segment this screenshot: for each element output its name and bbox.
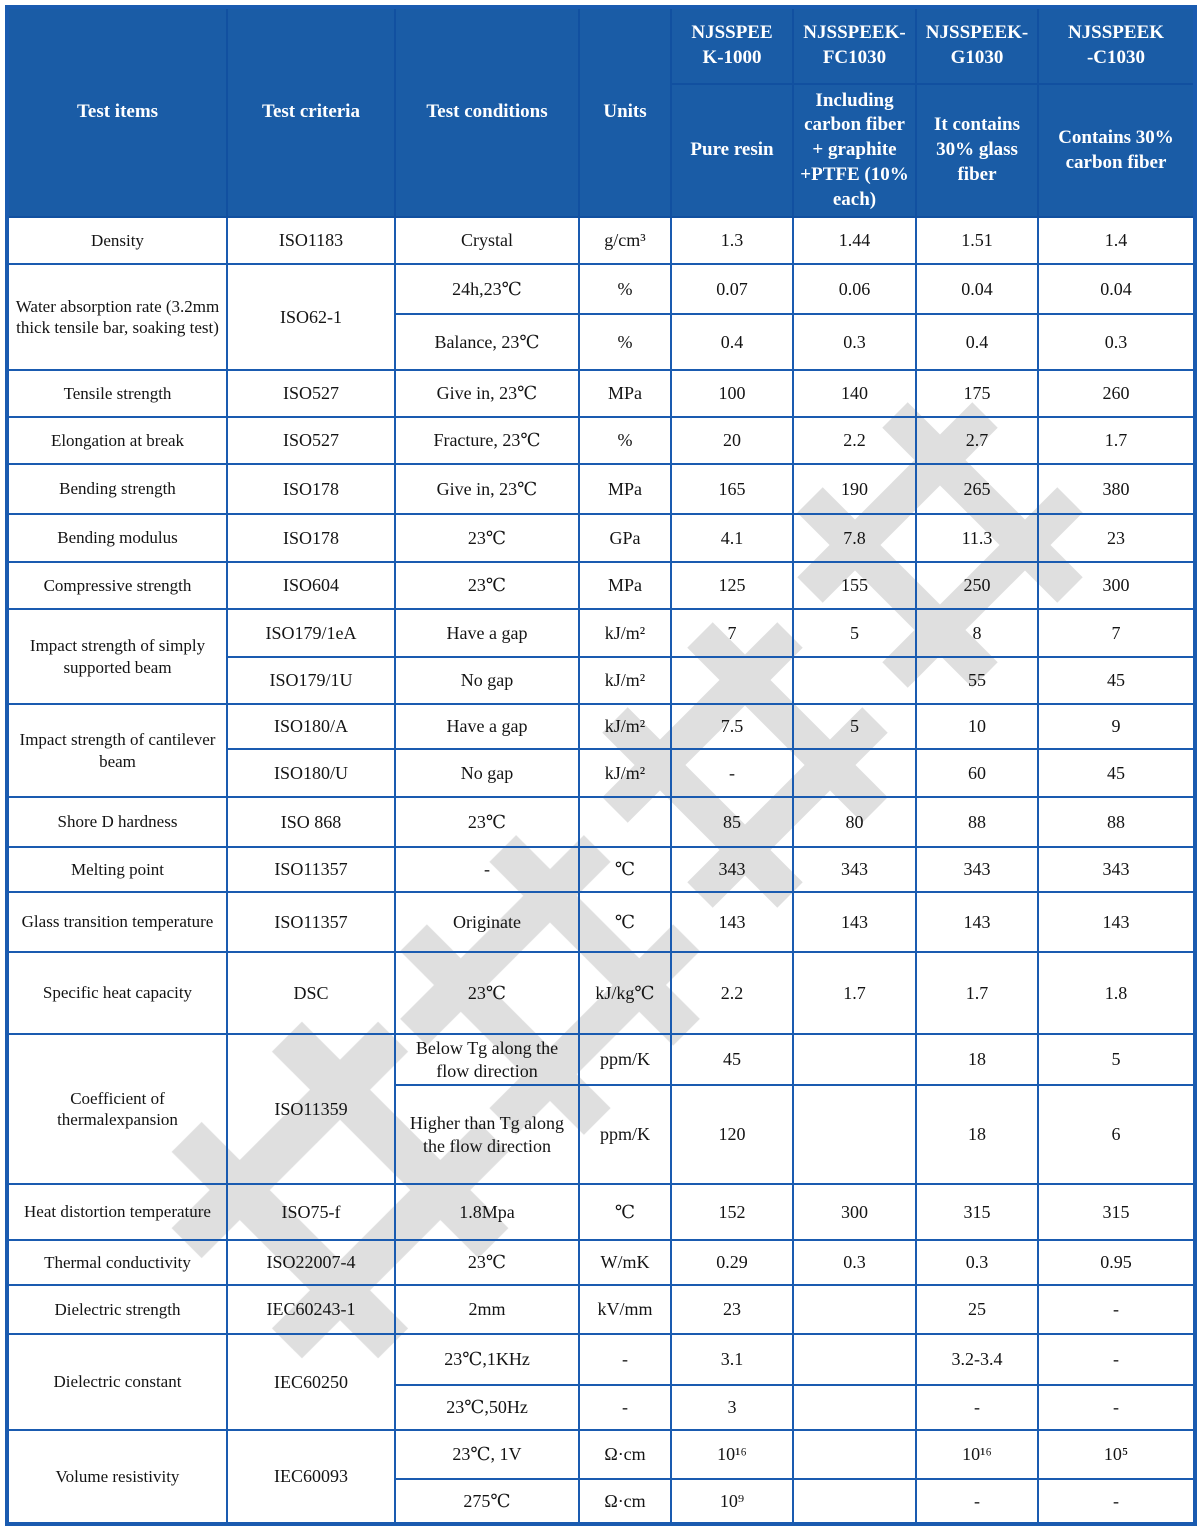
row-unit: kJ/m² — [579, 657, 671, 704]
cell-value: 190 — [793, 464, 916, 514]
cell-value: 0.07 — [671, 264, 793, 314]
cell-value: 3.2-3.4 — [916, 1334, 1038, 1385]
cell-value — [793, 749, 916, 797]
cell-value: 0.4 — [916, 314, 1038, 370]
row-item: Tensile strength — [7, 370, 227, 417]
row-unit: - — [579, 1334, 671, 1385]
cell-value: - — [671, 749, 793, 797]
cell-value: 23 — [1038, 514, 1195, 562]
row-criteria: ISO75-f — [227, 1184, 395, 1240]
cell-value: 7 — [671, 609, 793, 657]
row-item: Shore D hardness — [7, 797, 227, 847]
row-criteria: ISO178 — [227, 464, 395, 514]
cell-value: 143 — [1038, 892, 1195, 952]
cell-value — [793, 1430, 916, 1479]
cell-value: 7.8 — [793, 514, 916, 562]
row-item: Bending modulus — [7, 514, 227, 562]
row-condition: Give in, 23℃ — [395, 370, 579, 417]
product-name-line: G1030 — [950, 47, 1004, 68]
product-name-line: K-1000 — [702, 47, 762, 68]
row-criteria: ISO62-1 — [227, 264, 395, 370]
table-row — [7, 892, 1195, 952]
row-unit: g/cm³ — [579, 217, 671, 264]
row-unit: kJ/kg℃ — [579, 952, 671, 1034]
row-item: Water absorption rate (3.2mm thick tensile bar, soaking test) — [7, 264, 227, 370]
row-criteria: ISO11359 — [227, 1034, 395, 1184]
row-condition: - — [395, 847, 579, 892]
row-criteria: IEC60250 — [227, 1334, 395, 1430]
row-unit: kJ/m² — [579, 749, 671, 797]
col-header-product-c1030 — [1038, 7, 1195, 84]
header-row-products — [7, 7, 1195, 84]
row-item: Density — [7, 217, 227, 264]
cell-value — [793, 1479, 916, 1524]
row-condition: Below Tg along the flow direction — [395, 1034, 579, 1085]
row-condition: Fracture, 23℃ — [395, 417, 579, 464]
row-criteria: ISO22007-4 — [227, 1240, 395, 1285]
cell-value — [793, 1085, 916, 1184]
row-condition: Crystal — [395, 217, 579, 264]
product-name-line: -C1030 — [1086, 47, 1146, 68]
cell-value: 120 — [671, 1085, 793, 1184]
spec-table — [5, 5, 1197, 1526]
cell-value: - — [1038, 1334, 1195, 1385]
row-criteria: ISO180/U — [227, 749, 395, 797]
cell-value: 0.04 — [916, 264, 1038, 314]
row-item: Coefficient of thermalexpansion — [7, 1034, 227, 1184]
cell-value: 1.3 — [671, 217, 793, 264]
cell-value: 20 — [671, 417, 793, 464]
row-criteria: IEC60243-1 — [227, 1285, 395, 1334]
cell-value: 0.3 — [916, 1240, 1038, 1285]
cell-value: 3 — [671, 1385, 793, 1430]
cell-value: - — [916, 1385, 1038, 1430]
row-condition: 23℃,50Hz — [395, 1385, 579, 1430]
row-unit: ppm/K — [579, 1034, 671, 1085]
cell-value — [793, 1034, 916, 1085]
row-criteria: ISO179/1eA — [227, 609, 395, 657]
product-description: Including carbon fiber + graphite +PTFE (10% each) — [793, 84, 916, 217]
table-row — [7, 797, 1195, 847]
cell-value: - — [1038, 1285, 1195, 1334]
cell-value: 1.51 — [916, 217, 1038, 264]
row-condition: Have a gap — [395, 609, 579, 657]
cell-value: 5 — [1038, 1034, 1195, 1085]
col-header-test-items: Test items — [7, 7, 227, 217]
cell-value — [793, 657, 916, 704]
cell-value: 45 — [671, 1034, 793, 1085]
row-criteria: IEC60093 — [227, 1430, 395, 1524]
row-condition: 23℃ — [395, 952, 579, 1034]
row-item: Compressive strength — [7, 562, 227, 609]
table-row — [7, 1034, 1195, 1085]
cell-value: 1.4 — [1038, 217, 1195, 264]
cell-value: 143 — [671, 892, 793, 952]
cell-value: 9 — [1038, 704, 1195, 749]
cell-value: 143 — [916, 892, 1038, 952]
cell-value: 80 — [793, 797, 916, 847]
row-criteria: ISO180/A — [227, 704, 395, 749]
row-criteria: ISO 868 — [227, 797, 395, 847]
cell-value: 1.7 — [916, 952, 1038, 1034]
cell-value: 140 — [793, 370, 916, 417]
table-row — [7, 370, 1195, 417]
cell-value: 8 — [916, 609, 1038, 657]
table-row — [7, 217, 1195, 264]
row-unit: Ω·cm — [579, 1430, 671, 1479]
cell-value: 23 — [671, 1285, 793, 1334]
cell-value: 343 — [1038, 847, 1195, 892]
row-unit: MPa — [579, 562, 671, 609]
row-item: Elongation at break — [7, 417, 227, 464]
row-item: Impact strength of simply supported beam — [7, 609, 227, 704]
cell-value: 343 — [793, 847, 916, 892]
cell-value: 1.8 — [1038, 952, 1195, 1034]
cell-value: 380 — [1038, 464, 1195, 514]
product-name-line: NJSSPEE — [691, 22, 773, 44]
cell-value: 60 — [916, 749, 1038, 797]
row-unit: MPa — [579, 370, 671, 417]
row-unit: kJ/m² — [579, 609, 671, 657]
cell-value: 88 — [916, 797, 1038, 847]
cell-value: 10⁵ — [1038, 1430, 1195, 1479]
col-header-units: Units — [579, 7, 671, 217]
table-row — [7, 704, 1195, 749]
cell-value: 5 — [793, 609, 916, 657]
table-row — [7, 1240, 1195, 1285]
cell-value: 1.7 — [793, 952, 916, 1034]
cell-value: 0.3 — [793, 314, 916, 370]
cell-value: 265 — [916, 464, 1038, 514]
row-criteria: ISO11357 — [227, 847, 395, 892]
row-condition: 23℃, 1V — [395, 1430, 579, 1479]
product-name-line: FC1030 — [822, 47, 887, 68]
cell-value: 18 — [916, 1085, 1038, 1184]
cell-value: 315 — [916, 1184, 1038, 1240]
cell-value: 0.3 — [1038, 314, 1195, 370]
table-row — [7, 417, 1195, 464]
row-unit: MPa — [579, 464, 671, 514]
row-condition: 24h,23℃ — [395, 264, 579, 314]
col-header-product-k1000 — [671, 7, 793, 84]
product-name-line: NJSSPEEK — [1067, 22, 1165, 44]
product-name-line: NJSSPEEK- — [925, 22, 1029, 44]
table-row — [7, 464, 1195, 514]
cell-value — [793, 1334, 916, 1385]
cell-value: 343 — [671, 847, 793, 892]
row-unit: GPa — [579, 514, 671, 562]
row-condition: No gap — [395, 657, 579, 704]
cell-value: 100 — [671, 370, 793, 417]
cell-value: 250 — [916, 562, 1038, 609]
row-unit: - — [579, 1385, 671, 1430]
cell-value: 315 — [1038, 1184, 1195, 1240]
col-header-test-criteria: Test criteria — [227, 7, 395, 217]
row-condition: 23℃,1KHz — [395, 1334, 579, 1385]
row-unit: % — [579, 264, 671, 314]
row-unit: kJ/m² — [579, 704, 671, 749]
row-condition: Originate — [395, 892, 579, 952]
row-unit: W/mK — [579, 1240, 671, 1285]
row-unit: ppm/K — [579, 1085, 671, 1184]
row-condition: Higher than Tg along the flow direction — [395, 1085, 579, 1184]
cell-value — [793, 1285, 916, 1334]
row-unit: ℃ — [579, 847, 671, 892]
table-row — [7, 514, 1195, 562]
row-item: Heat distortion temperature — [7, 1184, 227, 1240]
cell-value: 165 — [671, 464, 793, 514]
row-criteria: ISO1183 — [227, 217, 395, 264]
product-name-line: NJSSPEEK- — [803, 22, 906, 44]
table-row — [7, 1285, 1195, 1334]
cell-value: 1.44 — [793, 217, 916, 264]
cell-value: 343 — [916, 847, 1038, 892]
cell-value: 143 — [793, 892, 916, 952]
row-criteria: ISO604 — [227, 562, 395, 609]
row-unit: % — [579, 417, 671, 464]
row-condition: 2mm — [395, 1285, 579, 1334]
table-row — [7, 952, 1195, 1034]
cell-value: - — [1038, 1479, 1195, 1524]
cell-value — [793, 1385, 916, 1430]
col-header-product-fc1030 — [793, 7, 916, 84]
cell-value: 2.2 — [793, 417, 916, 464]
cell-value: 300 — [1038, 562, 1195, 609]
row-item: Melting point — [7, 847, 227, 892]
table-row — [7, 609, 1195, 657]
row-criteria: ISO527 — [227, 417, 395, 464]
cell-value: 2.2 — [671, 952, 793, 1034]
cell-value: 300 — [793, 1184, 916, 1240]
cell-value: 1.7 — [1038, 417, 1195, 464]
row-condition: Balance, 23℃ — [395, 314, 579, 370]
row-criteria: DSC — [227, 952, 395, 1034]
row-criteria: ISO11357 — [227, 892, 395, 952]
row-unit — [579, 797, 671, 847]
row-item: Thermal conductivity — [7, 1240, 227, 1285]
row-unit: kV/mm — [579, 1285, 671, 1334]
row-item: Glass transition temperature — [7, 892, 227, 952]
cell-value: 11.3 — [916, 514, 1038, 562]
row-condition: 1.8Mpa — [395, 1184, 579, 1240]
cell-value: 45 — [1038, 749, 1195, 797]
row-condition: 275℃ — [395, 1479, 579, 1524]
row-item: Dielectric strength — [7, 1285, 227, 1334]
cell-value — [671, 657, 793, 704]
row-item: Impact strength of cantilever beam — [7, 704, 227, 797]
cell-value: 18 — [916, 1034, 1038, 1085]
cell-value: 3.1 — [671, 1334, 793, 1385]
table-row — [7, 1184, 1195, 1240]
cell-value: 10⁹ — [671, 1479, 793, 1524]
row-item: Dielectric constant — [7, 1334, 227, 1430]
cell-value: 260 — [1038, 370, 1195, 417]
product-description: It contains 30% glass fiber — [916, 84, 1038, 217]
row-condition: No gap — [395, 749, 579, 797]
cell-value: - — [916, 1479, 1038, 1524]
cell-value: 55 — [916, 657, 1038, 704]
table-row — [7, 1430, 1195, 1479]
row-condition: Have a gap — [395, 704, 579, 749]
cell-value: 5 — [793, 704, 916, 749]
cell-value: 175 — [916, 370, 1038, 417]
row-unit: Ω·cm — [579, 1479, 671, 1524]
row-criteria: ISO527 — [227, 370, 395, 417]
cell-value: 45 — [1038, 657, 1195, 704]
cell-value: 10¹⁶ — [916, 1430, 1038, 1479]
row-condition: 23℃ — [395, 1240, 579, 1285]
row-item: Specific heat capacity — [7, 952, 227, 1034]
cell-value: 10¹⁶ — [671, 1430, 793, 1479]
table-row — [7, 264, 1195, 314]
cell-value: 0.04 — [1038, 264, 1195, 314]
cell-value: 0.4 — [671, 314, 793, 370]
row-criteria: ISO179/1U — [227, 657, 395, 704]
col-header-product-g1030 — [916, 7, 1038, 84]
row-unit: ℃ — [579, 1184, 671, 1240]
cell-value: 85 — [671, 797, 793, 847]
product-description: Contains 30% carbon fiber — [1038, 84, 1195, 217]
cell-value: 7.5 — [671, 704, 793, 749]
cell-value: 152 — [671, 1184, 793, 1240]
col-header-test-conditions: Test conditions — [395, 7, 579, 217]
cell-value: - — [1038, 1385, 1195, 1430]
row-unit: ℃ — [579, 892, 671, 952]
row-item: Volume resistivity — [7, 1430, 227, 1524]
table-row — [7, 1334, 1195, 1385]
cell-value: 0.06 — [793, 264, 916, 314]
cell-value: 125 — [671, 562, 793, 609]
cell-value: 2.7 — [916, 417, 1038, 464]
product-description: Pure resin — [671, 84, 793, 217]
row-unit: % — [579, 314, 671, 370]
cell-value: 0.29 — [671, 1240, 793, 1285]
table-row — [7, 847, 1195, 892]
row-condition: 23℃ — [395, 514, 579, 562]
table-row — [7, 562, 1195, 609]
cell-value: 10 — [916, 704, 1038, 749]
row-condition: 23℃ — [395, 562, 579, 609]
cell-value: 0.3 — [793, 1240, 916, 1285]
cell-value: 6 — [1038, 1085, 1195, 1184]
row-item: Bending strength — [7, 464, 227, 514]
cell-value: 0.95 — [1038, 1240, 1195, 1285]
row-criteria: ISO178 — [227, 514, 395, 562]
cell-value: 155 — [793, 562, 916, 609]
cell-value: 4.1 — [671, 514, 793, 562]
row-condition: 23℃ — [395, 797, 579, 847]
row-condition: Give in, 23℃ — [395, 464, 579, 514]
cell-value: 7 — [1038, 609, 1195, 657]
cell-value: 88 — [1038, 797, 1195, 847]
cell-value: 25 — [916, 1285, 1038, 1334]
